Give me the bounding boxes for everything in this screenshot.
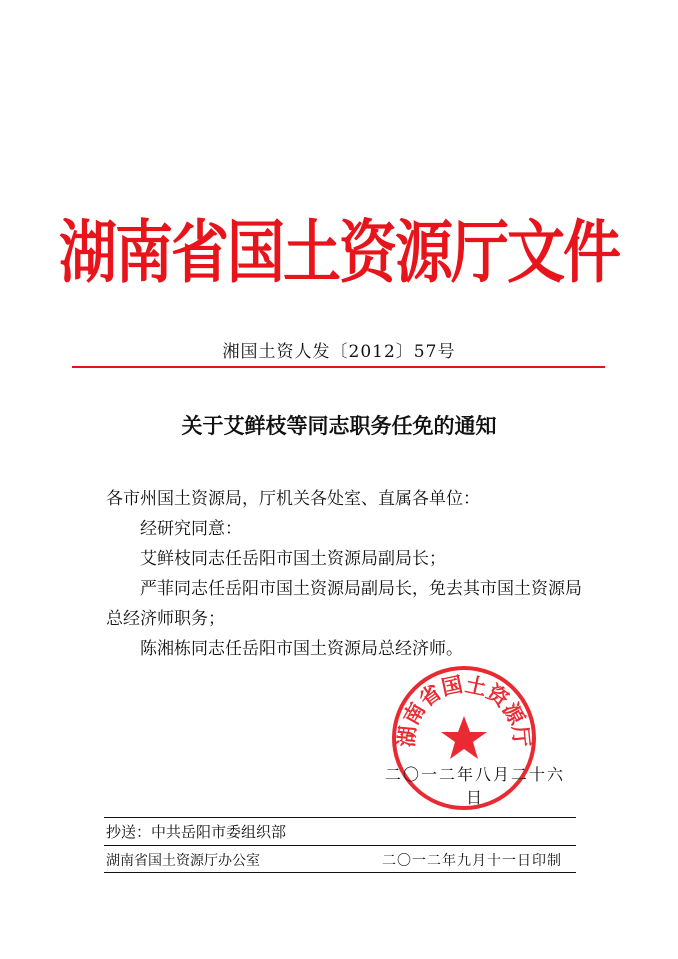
red-divider bbox=[72, 366, 605, 368]
notice-title: 关于艾鲜枝等同志职务任免的通知 bbox=[181, 414, 497, 438]
document-number: 湘国土资人发〔2012〕57号 bbox=[222, 342, 456, 362]
cc-recipients: 抄送：中共岳阳市委组织部 bbox=[106, 823, 287, 841]
paragraph: 艾鲜枝同志任岳阳市国土资源局副局长； bbox=[140, 549, 446, 569]
signing-date: 二〇一二年八月二十六日 bbox=[384, 765, 565, 807]
paragraph: 陈湘栋同志任岳阳市国土资源局总经济师。 bbox=[140, 639, 463, 659]
paragraph: 严菲同志任岳阳市国土资源局副局长，免去其市国土资源局总经济师职务； bbox=[106, 579, 582, 629]
footer-top-rule bbox=[104, 817, 576, 818]
footer-bottom-rule bbox=[104, 872, 576, 873]
issuing-office: 湖南省国土资源厅办公室 bbox=[106, 853, 260, 869]
masthead-title: 湖南省国土资源厅文件 bbox=[58, 212, 619, 293]
notice-body bbox=[106, 484, 586, 664]
svg-text:湖南省国土资源厅: 湖南省国土资源厅 bbox=[394, 672, 534, 749]
print-date: 二〇一二年九月十一日印制 bbox=[382, 853, 562, 869]
salutation: 各市州国土资源局，厅机关各处室、直属各单位： bbox=[106, 489, 480, 509]
footer-middle-rule bbox=[104, 845, 576, 846]
paragraph: 经研究同意： bbox=[140, 519, 242, 539]
